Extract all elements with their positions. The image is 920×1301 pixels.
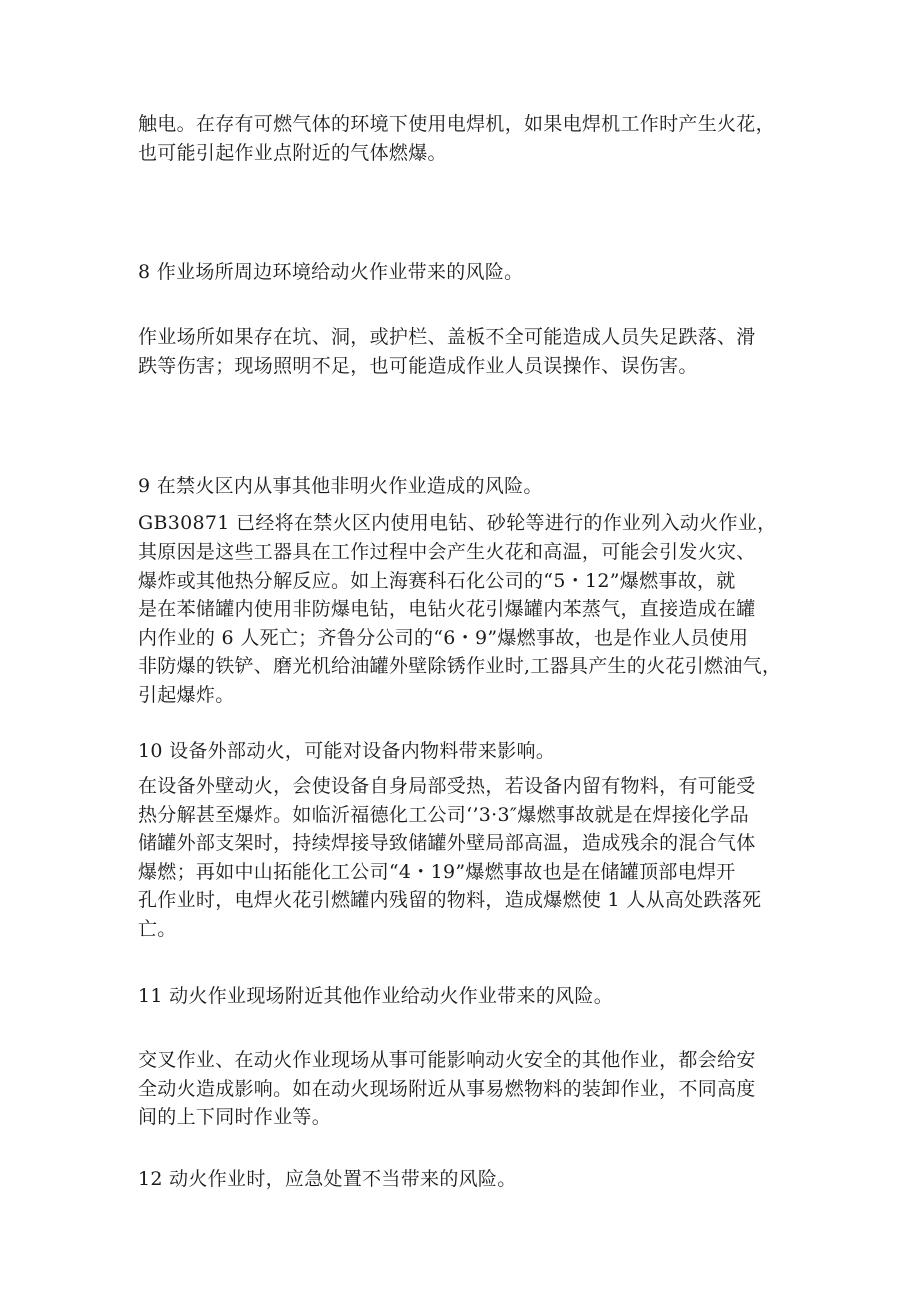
- paragraph-line: 热分解甚至爆炸。如临沂福德化工公司‘’3·3″爆燃事故就是在焊接化学品: [138, 804, 749, 826]
- paragraph-line: 作业场所如果存在坑、洞，或护栏、盖板不全可能造成人员失足跌落、滑: [138, 326, 756, 348]
- paragraph-line: 全动火造成影响。如在动火现场附近从事易燃物料的装卸作业，不同高度: [138, 1078, 756, 1100]
- paragraph-line: 触电。在存有可燃气体的环境下使用电焊机，如果电焊机工作时产生火花，: [138, 113, 775, 135]
- section-heading-11: 11 动火作业现场附近其他作业给动火作业带来的风险。: [138, 985, 614, 1007]
- paragraph-line: 引起爆炸。: [138, 684, 235, 706]
- section-heading-10: 10 设备外部动火，可能对设备内物料带来影响。: [138, 740, 556, 762]
- section-heading-8: 8 作业场所周边环境给动火作业带来的风险。: [138, 261, 524, 283]
- section-heading-12: 12 动火作业时，应急处置不当带来的风险。: [138, 1168, 517, 1190]
- paragraph-line: 非防爆的铁铲、磨光机给油罐外壁除锈作业时,工器具产生的火花引燃油气，: [138, 655, 782, 677]
- section-heading-9: 9 在禁火区内从事其他非明火作业造成的风险。: [138, 475, 543, 497]
- paragraph-line: 储罐外部支架时，持续焊接导致储罐外壁局部高温，造成残余的混合气体: [138, 832, 756, 854]
- paragraph-line: 在设备外壁动火，会使设备自身局部受热，若设备内留有物料，有可能受: [138, 775, 756, 797]
- paragraph-line: 是在苯储罐内使用非防爆电钻，电钻火花引爆罐内苯蒸气，直接造成在罐: [138, 598, 756, 620]
- paragraph-line: 孔作业时，电焊火花引燃罐内残留的物料，造成爆燃使 1 人从高处跌落死: [138, 889, 762, 911]
- paragraph-line: 跌等伤害；现场照明不足，也可能造成作业人员误操作、误伤害。: [138, 355, 698, 377]
- paragraph-line: 爆炸或其他热分解反应。如上海赛科石化公司的“5・12”爆燃事故，就: [138, 570, 736, 592]
- paragraph-line: 间的上下同时作业等。: [138, 1106, 332, 1128]
- paragraph-line: 内作业的 6 人死亡；齐鲁分公司的“6・9”爆燃事故，也是作业人员使用: [138, 627, 749, 649]
- paragraph-line: 爆燃；再如中山拓能化工公司“4・19”爆燃事故也是在储罐顶部电焊开: [138, 861, 736, 883]
- paragraph-line: 交叉作业、在动火作业现场从事可能影响动火安全的其他作业，都会给安: [138, 1049, 756, 1071]
- paragraph-line: 也可能引起作业点附近的气体燃爆。: [138, 142, 447, 164]
- paragraph-line: 其原因是这些工器具在工作过程中会产生火花和高温，可能会引发火灾、: [138, 541, 756, 563]
- paragraph-line: 亡。: [138, 918, 177, 940]
- paragraph-line: GB30871 已经将在禁火区内使用电钻、砂轮等进行的作业列入动火作业，: [138, 512, 777, 534]
